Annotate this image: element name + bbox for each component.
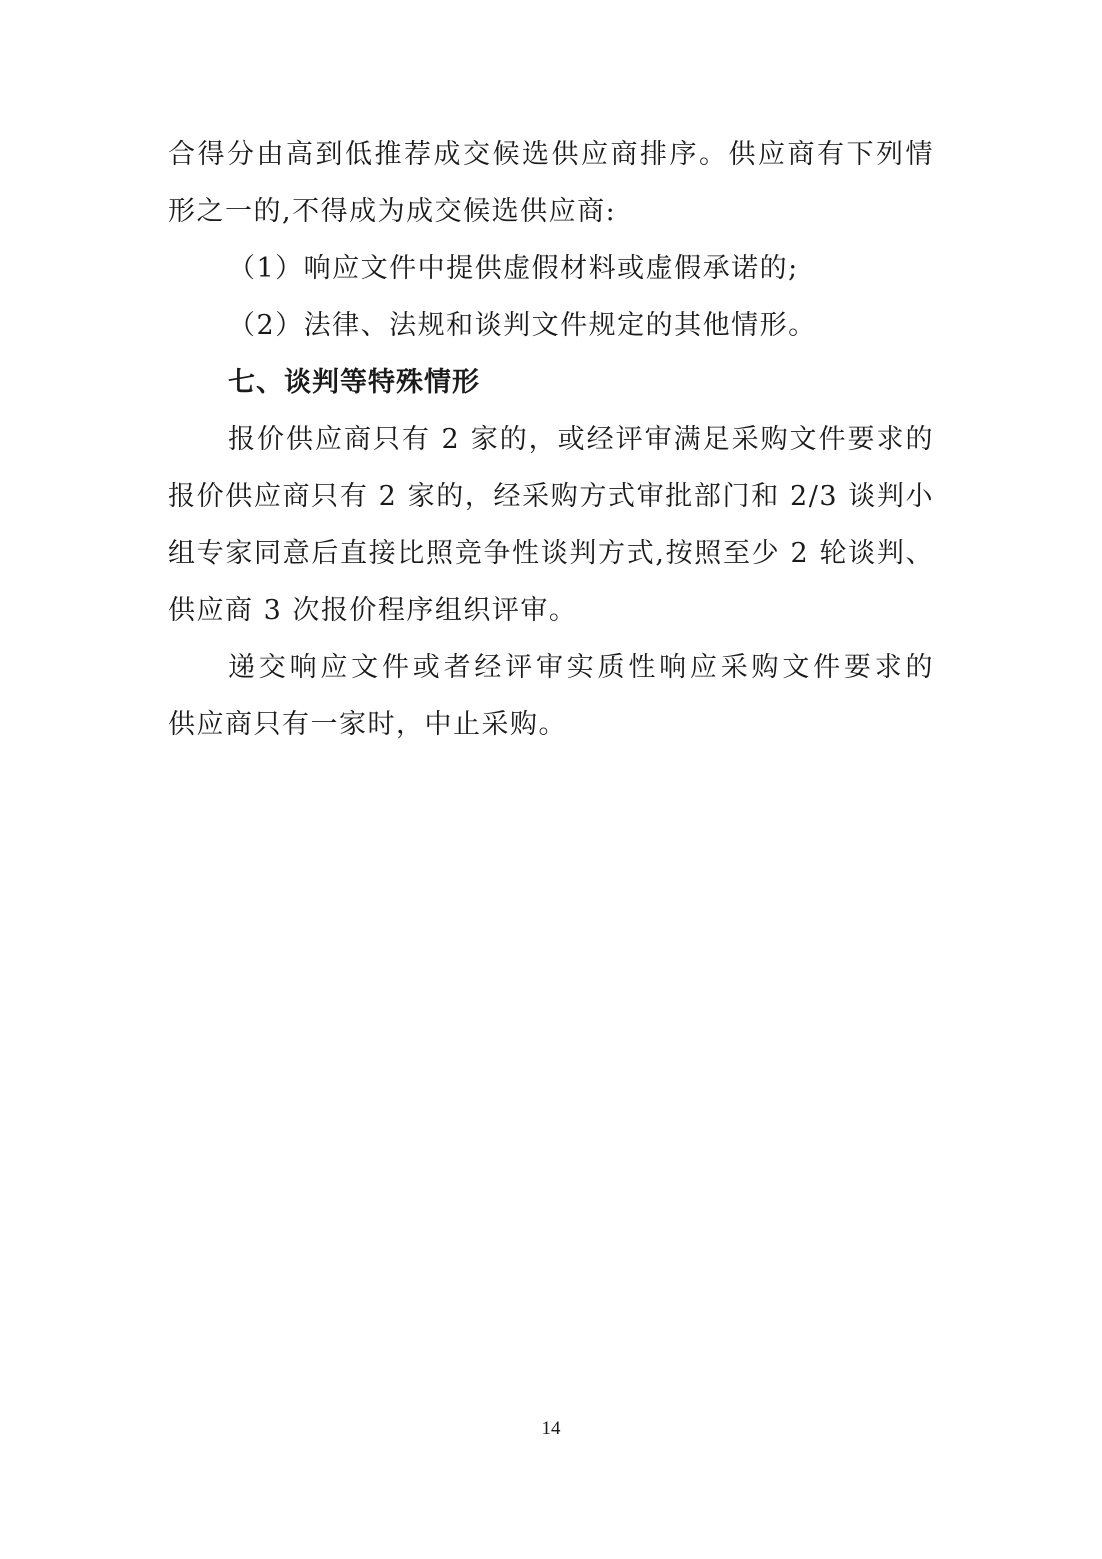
list-item-1: （1）响应文件中提供虚假材料或虚假承诺的;	[228, 253, 799, 284]
paragraph-line: 递交响应文件或者经评审实质性响应采购文件要求的	[228, 652, 934, 683]
paragraph-line: 供应商 3 次报价程序组织评审。	[168, 595, 578, 626]
list-item-2: （2）法律、法规和谈判文件规定的其他情形。	[228, 310, 817, 341]
paragraph-line: 报价供应商只有 2 家的，或经评审满足采购文件要求的	[228, 424, 934, 455]
section-heading: 七、谈判等特殊情形	[228, 367, 480, 398]
document-body	[168, 126, 934, 753]
paragraph-line: 形之一的,不得成为成交候选供应商:	[168, 196, 617, 227]
paragraph-line: 供应商只有一家时，中止采购。	[168, 709, 567, 740]
paragraph-line: 报价供应商只有 2 家的，经采购方式审批部门和 2/3 谈判小	[168, 481, 934, 512]
paragraph-line: 组专家同意后直接比照竞争性谈判方式,按照至少 2 轮谈判、	[168, 538, 934, 569]
page-number: 14	[541, 1418, 561, 1439]
paragraph-line: 合得分由高到低推荐成交候选供应商排序。供应商有下列情	[168, 139, 934, 170]
